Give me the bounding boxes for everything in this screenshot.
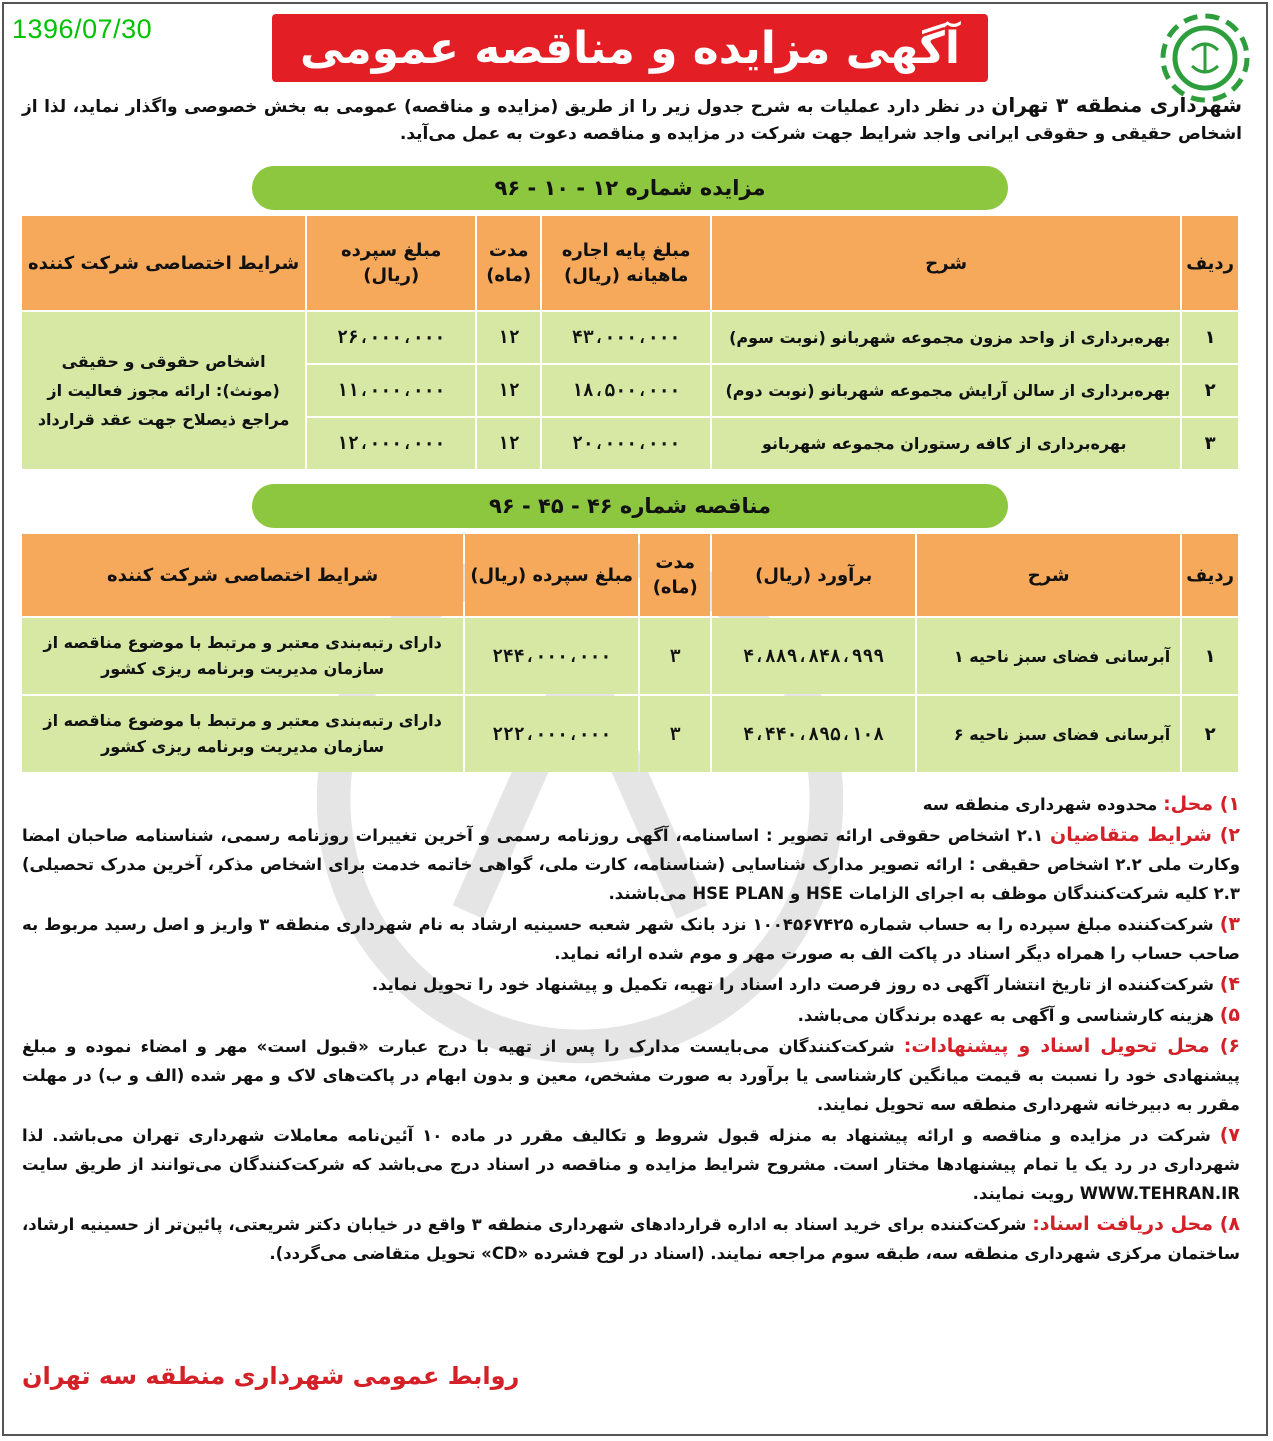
intro-text: در نظر دارد عملیات به شرح جدول زیر را از طریق (مزایده و مناقصه) عمومی به بخش خصوصی واگذار نماید، لذا از اشخاص حقیقی و حقوقی ایرانی واجد شرایط جهت شرکت در مزایده و مناقصه دعوت به عمل می‌آید. — [22, 97, 1242, 144]
row-index: ۱ — [1182, 618, 1238, 694]
auction-table — [20, 214, 1240, 471]
row-base: ۴۳،۰۰۰،۰۰۰ — [542, 312, 710, 363]
item-text: ۲.۱ اشخاص حقوقی ارائه تصویر : اساسنامه، آگهی روزنامه رسمی و آخرین تغییرات روزنامه رسمی، شناسنامه صاحبان امضا وکارت ملی ۲.۲ اشخاص حقیقی : ارائه تصویر مدارک شناسایی (شناسنامه، کارت ملی، گواهی خاتمه خدمت برای اشخاص مذکر، آخرین مدرک تحصیلی) ۲.۳ کلیه شرکت‌کنندگان موظف به اجرای الزامات HSE و HSE PLAN می‌باشند. — [22, 826, 1240, 903]
row-desc: بهره‌برداری از سالن آرایش مجموعه شهربانو (نوبت دوم) — [712, 365, 1180, 416]
auction-header-row — [22, 216, 1238, 310]
item-label: ۳) — [1219, 913, 1240, 935]
col-deposit: مبلغ سپرده (ریال) — [465, 534, 638, 616]
row-deposit: ۱۱،۰۰۰،۰۰۰ — [307, 365, 475, 416]
list-item — [22, 1210, 1240, 1268]
row-index: ۲ — [1182, 696, 1238, 772]
row-index: ۳ — [1182, 418, 1238, 469]
item-label: ۲) شرایط متقاضیان — [1050, 824, 1240, 846]
row-deposit: ۲۴۴،۰۰۰،۰۰۰ — [465, 618, 638, 694]
row-desc: آبرسانی فضای سبز ناحیه ۶ — [917, 696, 1180, 772]
row-duration: ۱۲ — [477, 365, 540, 416]
row-index: ۲ — [1182, 365, 1238, 416]
col-estimate: برآورد (ریال) — [712, 534, 915, 616]
row-desc: بهره‌برداری از واحد مزون مجموعه شهربانو (نوبت سوم) — [712, 312, 1180, 363]
row-estimate: ۴،۸۸۹،۸۴۸،۹۹۹ — [712, 618, 915, 694]
item-text: هزینه کارشناسی و آگهی به عهده برندگان می‌باشد. — [797, 1006, 1220, 1025]
item-text: شرکت در مزایده و مناقصه و ارائه پیشنهاد به منزله قبول شروط و تکالیف مقرر در ماده ۱۰ آئین‌نامه معاملات شهرداری تهران می‌باشد. لذا شهرداری در رد یک یا تمام پیشنهادها مختار است. مشروح شرایط مزایده و مناقصه در اسناد درج می‌باشد که شرکت‌کنندگان می‌توانند از طریق سایت WWW.TEHRAN.IR رویت نمایند. — [22, 1126, 1240, 1203]
page-title: آگهی مزایده و مناقصه عمومی — [272, 14, 988, 82]
list-item — [22, 1121, 1240, 1208]
intro-paragraph — [22, 92, 1242, 148]
list-item — [22, 910, 1240, 968]
item-text: شرکت‌کننده مبلغ سپرده را به حساب شماره ۱۰۰۴۵۶۷۴۲۵ نزد بانک شهر شعبه حسینیه ارشاد به نام شهرداری منطقه ۳ واریز و اصل رسید مربوط به صاحب حساب را همراه دیگر اسناد در پاکت الف به صورت مهر و موم شده ارائه نماید. — [22, 915, 1240, 963]
col-duration: مدت (ماه) — [477, 216, 540, 310]
list-item — [22, 1032, 1240, 1119]
col-conditions: شرایط اختصاصی شرکت کننده — [22, 216, 305, 310]
item-text: شرکت‌کننده از تاریخ انتشار آگهی ده روز فرصت دارد اسناد را تهیه، تکمیل و پیشنهاد خود را تحویل نماید. — [371, 975, 1220, 994]
row-index: ۱ — [1182, 312, 1238, 363]
col-conditions: شرایط اختصاصی شرکت کننده — [22, 534, 463, 616]
table-row — [22, 696, 1238, 772]
row-duration: ۳ — [640, 696, 710, 772]
col-duration: مدت (ماه) — [640, 534, 710, 616]
auction-title: مزایده شماره ۱۲ - ۱۰ - ۹۶ — [252, 166, 1008, 210]
table-row — [22, 618, 1238, 694]
list-item — [22, 821, 1240, 908]
row-deposit: ۱۲،۰۰۰،۰۰۰ — [307, 418, 475, 469]
row-base: ۲۰،۰۰۰،۰۰۰ — [542, 418, 710, 469]
list-item — [22, 1001, 1240, 1030]
list-item — [22, 790, 1240, 819]
col-row: ردیف — [1182, 216, 1238, 310]
list-item — [22, 970, 1240, 999]
auction-conditions: اشخاص حقوقی و حقیقی (مونث): ارائه مجوز فعالیت از مراجع ذیصلاح جهت عقد قرارداد — [22, 312, 305, 469]
col-desc: شرح — [712, 216, 1180, 310]
item-label: ۸) محل دریافت اسناد: — [1032, 1213, 1240, 1235]
intro-municipality: شهرداری منطقه ۳ تهران — [991, 93, 1242, 117]
item-label: ۷) — [1219, 1124, 1240, 1146]
row-conditions: دارای رتبه‌بندی معتبر و مرتبط با موضوع مناقصه از سازمان مدیریت وبرنامه ریزی کشور — [22, 618, 463, 694]
row-deposit: ۲۲۲،۰۰۰،۰۰۰ — [465, 696, 638, 772]
tender-table — [20, 532, 1240, 774]
item-text: محدوده شهرداری منطقه سه — [922, 795, 1164, 814]
table-row — [22, 312, 1238, 363]
col-desc: شرح — [917, 534, 1180, 616]
row-duration: ۱۲ — [477, 418, 540, 469]
item-label: ۵) — [1219, 1004, 1240, 1026]
row-deposit: ۲۶،۰۰۰،۰۰۰ — [307, 312, 475, 363]
date-stamp: 1396/07/30 — [12, 14, 153, 44]
col-deposit: مبلغ سپرده (ریال) — [307, 216, 475, 310]
row-desc: آبرسانی فضای سبز ناحیه ۱ — [917, 618, 1180, 694]
row-duration: ۱۲ — [477, 312, 540, 363]
row-duration: ۳ — [640, 618, 710, 694]
item-text: شرکت‌کنندگان می‌بایست مدارک را پس از تهیه با درج عبارت «قبول است» مهر و امضاء نموده و مبلغ پیشنهادی خود را نسبت به قیمت میانگین کارشناسی یا برآورد به صورت مشخص، معین و بدون ابهام در پاکت‌های لاک و مهر شده (الف و ب) در مهلت مقرر به دبیرخانه شهرداری منطقه سه تحویل نمایند. — [22, 1037, 1240, 1114]
row-desc: بهره‌برداری از کافه رستوران مجموعه شهربانو — [712, 418, 1180, 469]
item-label: ۴) — [1219, 973, 1240, 995]
item-label: ۶) محل تحویل اسناد و پیشنهادات: — [903, 1035, 1240, 1057]
col-base: مبلغ پایه اجاره ماهیانه (ریال) — [542, 216, 710, 310]
row-estimate: ۴،۴۴۰،۸۹۵،۱۰۸ — [712, 696, 915, 772]
item-text: شرکت‌کننده برای خرید اسناد به اداره قراردادهای شهرداری منطقه ۳ واقع در خیابان دکتر شریعتی، پائین‌تر از حسینیه ارشاد، ساختمان مرکزی شهرداری منطقه سه، طبقه سوم مراجعه نمایند. (اسناد در لوح فشرده «CD» تحویل متقاضی می‌گردد). — [22, 1215, 1240, 1263]
tender-title: مناقصه شماره ۴۶ - ۴۵ - ۹۶ — [252, 484, 1008, 528]
footer-signature: روابط عمومی شهرداری منطقه سه تهران — [22, 1362, 520, 1390]
col-row: ردیف — [1182, 534, 1238, 616]
conditions-list — [22, 790, 1240, 1270]
row-conditions: دارای رتبه‌بندی معتبر و مرتبط با موضوع مناقصه از سازمان مدیریت وبرنامه ریزی کشور — [22, 696, 463, 772]
row-base: ۱۸،۵۰۰،۰۰۰ — [542, 365, 710, 416]
item-label: ۱) محل: — [1163, 793, 1240, 815]
tender-header-row — [22, 534, 1238, 616]
